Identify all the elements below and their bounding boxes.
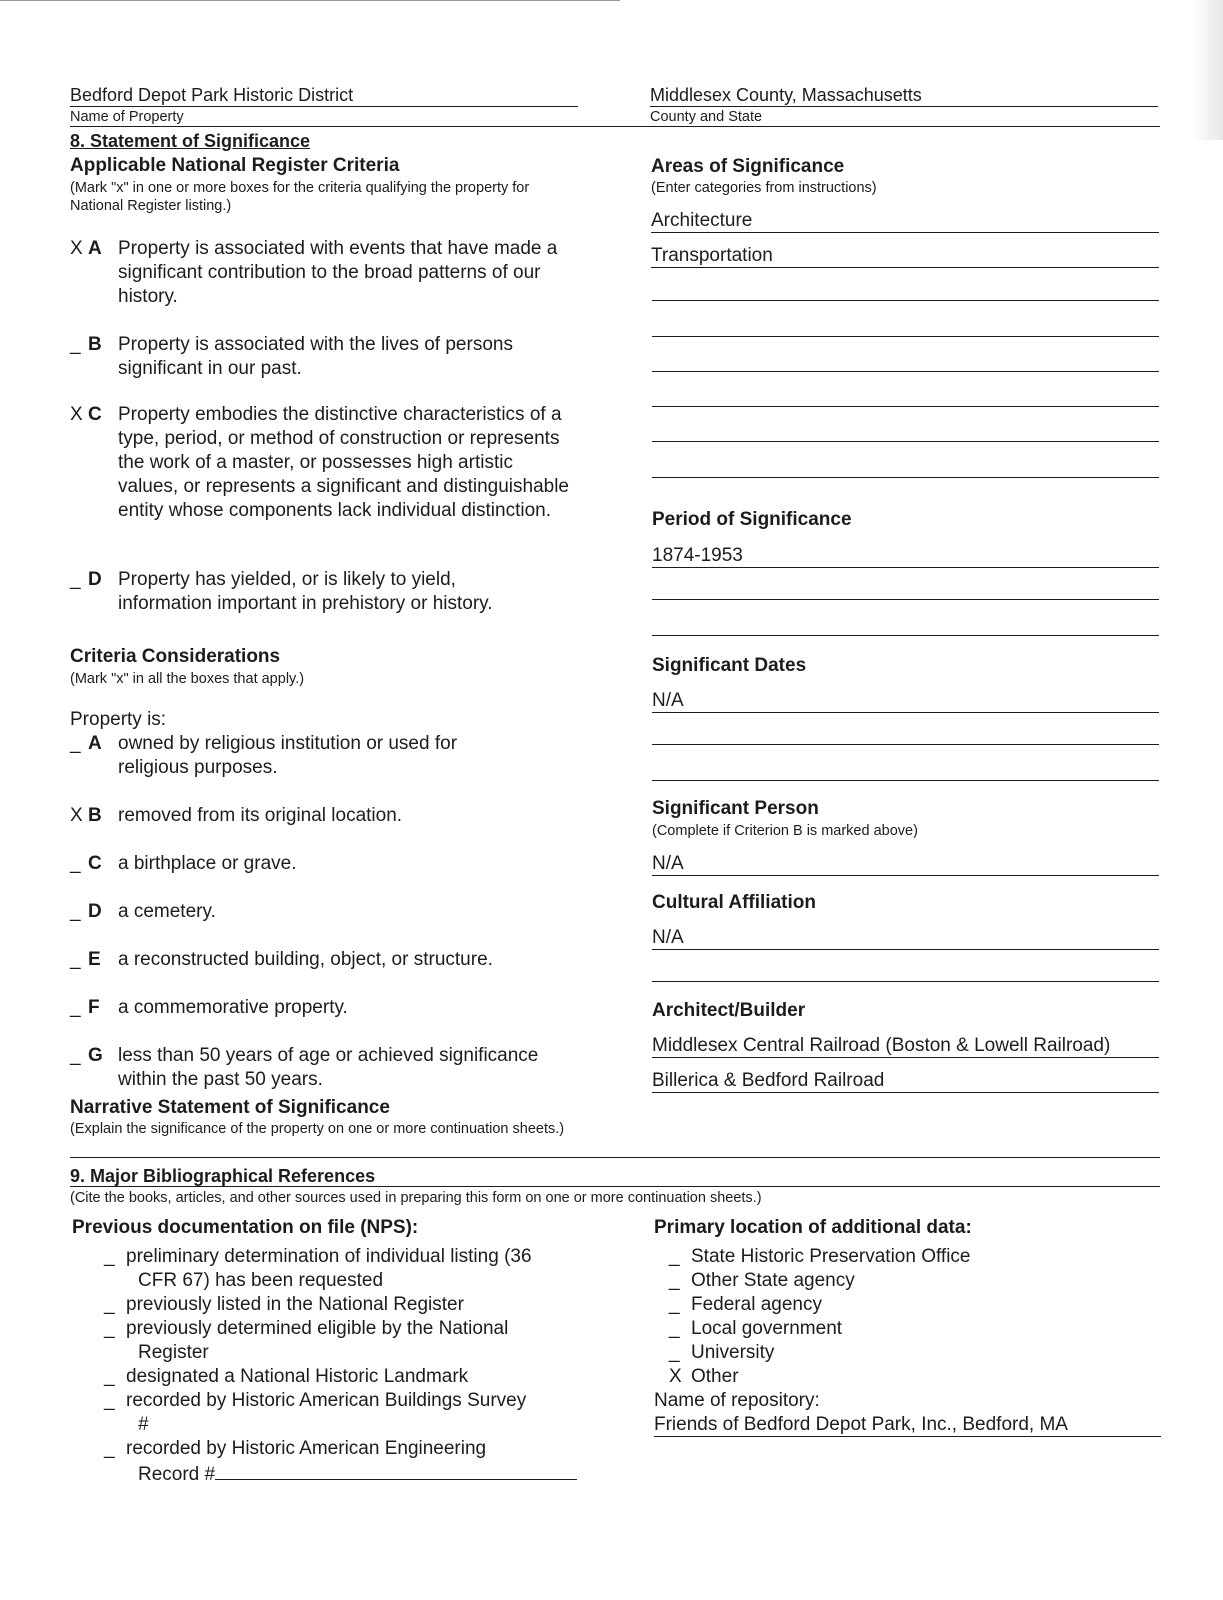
item-text: University bbox=[691, 1342, 775, 1363]
consideration-mark: _ bbox=[70, 901, 81, 922]
item-text: Local government bbox=[691, 1318, 843, 1339]
item-text: previously determined eligible by the National bbox=[126, 1318, 509, 1339]
county-state-value: Middlesex County, Massachusetts bbox=[650, 84, 1158, 107]
consideration-mark: _ bbox=[70, 853, 81, 874]
consideration-text: removed from its original location. bbox=[118, 805, 403, 826]
consideration-text: owned by religious institution or used for religious purposes. bbox=[118, 733, 458, 778]
consideration-letter: F bbox=[88, 997, 100, 1018]
architect-value-2: Billerica & Bedford Railroad bbox=[652, 1070, 1159, 1093]
criterion-a bbox=[70, 237, 590, 309]
item-text-continued: CFR 67) has been requested bbox=[138, 1270, 384, 1291]
consideration-c bbox=[70, 852, 590, 876]
consideration-mark: _ bbox=[70, 1045, 81, 1066]
item-mark: _ bbox=[669, 1246, 680, 1267]
item-text: State Historic Preservation Office bbox=[691, 1246, 971, 1267]
areas-heading: Areas of Significance bbox=[651, 156, 845, 177]
section-divider bbox=[70, 1157, 1160, 1158]
criterion-d bbox=[70, 568, 590, 616]
areas-instructions: (Enter categories from instructions) bbox=[651, 180, 877, 196]
criteria-instructions: (Mark "x" in one or more boxes for the criteria qualifying the property for National Register listing.) bbox=[70, 180, 530, 214]
item-text-continued bbox=[138, 1461, 584, 1487]
scan-top-border bbox=[0, 0, 620, 1]
primary-location-item bbox=[669, 1341, 774, 1365]
primary-location-item bbox=[669, 1317, 842, 1341]
primary-location-item bbox=[669, 1269, 855, 1293]
item-text: Federal agency bbox=[691, 1294, 822, 1315]
item-mark: _ bbox=[669, 1270, 680, 1291]
item-mark: _ bbox=[669, 1342, 680, 1363]
cultural-value: N/A bbox=[652, 927, 1159, 950]
criterion-letter: A bbox=[88, 238, 102, 259]
considerations-instructions: (Mark "x" in all the boxes that apply.) bbox=[70, 671, 305, 687]
area-blank-line bbox=[652, 477, 1159, 478]
criterion-letter: B bbox=[88, 334, 102, 355]
primary-location-item bbox=[669, 1365, 739, 1389]
consideration-text: less than 50 years of age or achieved significance within the past 50 years. bbox=[118, 1045, 539, 1090]
item-text: Other bbox=[691, 1366, 739, 1387]
consideration-letter: C bbox=[88, 853, 102, 874]
dates-heading: Significant Dates bbox=[652, 655, 807, 676]
repository-label: Name of repository: bbox=[654, 1390, 820, 1411]
item-mark: _ bbox=[104, 1246, 115, 1267]
criterion-letter: C bbox=[88, 404, 102, 425]
previous-doc-item bbox=[104, 1317, 584, 1365]
consideration-text: a birthplace or grave. bbox=[118, 853, 297, 874]
item-text: previously listed in the National Register bbox=[126, 1294, 464, 1315]
item-text-continued: # bbox=[138, 1414, 149, 1435]
consideration-e bbox=[70, 948, 590, 972]
consideration-b bbox=[70, 804, 590, 828]
consideration-d bbox=[70, 900, 590, 924]
item-text: preliminary determination of individual listing (36 bbox=[126, 1246, 532, 1267]
criteria-heading: Applicable National Register Criteria bbox=[70, 155, 400, 176]
considerations-heading: Criteria Considerations bbox=[70, 646, 281, 667]
record-number-blank bbox=[215, 1461, 577, 1480]
criterion-c bbox=[70, 403, 590, 523]
criterion-b bbox=[70, 333, 590, 381]
criterion-text: Property embodies the distinctive characteristics of a type, period, or method of construction or represents the work of a master, or possesses high artistic values, or represents a significant and distinguishable entity whose components lack individual distinction. bbox=[118, 404, 569, 521]
section-9-title: 9. Major Bibliographical References bbox=[70, 1165, 1160, 1187]
property-is-label: Property is: bbox=[70, 709, 167, 730]
item-mark: _ bbox=[669, 1294, 680, 1315]
person-heading: Significant Person bbox=[652, 798, 819, 819]
narrative-instructions: (Explain the significance of the property on one or more continuation sheets.) bbox=[70, 1121, 565, 1137]
property-name-value: Bedford Depot Park Historic District bbox=[70, 84, 578, 107]
consideration-mark: _ bbox=[70, 997, 81, 1018]
period-value: 1874-1953 bbox=[652, 545, 1159, 568]
item-mark: _ bbox=[104, 1390, 115, 1411]
criterion-mark: _ bbox=[70, 569, 81, 590]
criterion-text: Property has yielded, or is likely to yield, information important in prehistory or history. bbox=[118, 569, 493, 614]
scan-edge-shadow bbox=[1193, 0, 1223, 140]
area-blank-line bbox=[652, 406, 1159, 407]
previous-doc-item bbox=[104, 1437, 584, 1487]
area-blank-line bbox=[652, 300, 1159, 301]
item-mark: _ bbox=[104, 1438, 115, 1459]
consideration-mark: X bbox=[70, 805, 83, 826]
area-blank-line bbox=[652, 336, 1159, 337]
area-blank-line bbox=[652, 371, 1159, 372]
consideration-letter: E bbox=[88, 949, 101, 970]
consideration-letter: G bbox=[88, 1045, 103, 1066]
item-text-continued: Register bbox=[138, 1342, 209, 1363]
person-instructions: (Complete if Criterion B is marked above) bbox=[652, 823, 918, 839]
previous-doc-item bbox=[104, 1365, 584, 1389]
area-value-architecture: Architecture bbox=[651, 210, 1159, 233]
consideration-text: a commemorative property. bbox=[118, 997, 348, 1018]
previous-doc-item bbox=[104, 1293, 584, 1317]
criterion-mark: _ bbox=[70, 334, 81, 355]
previous-doc-item bbox=[104, 1389, 584, 1437]
county-state-label: County and State bbox=[650, 109, 763, 125]
criterion-letter: D bbox=[88, 569, 102, 590]
architect-heading: Architect/Builder bbox=[652, 1000, 806, 1021]
item-text: designated a National Historic Landmark bbox=[126, 1366, 469, 1387]
area-value-transportation: Transportation bbox=[651, 245, 1159, 268]
consideration-text: a reconstructed building, object, or structure. bbox=[118, 949, 493, 970]
header-label-row bbox=[70, 107, 1160, 127]
person-value: N/A bbox=[652, 853, 1159, 876]
primary-location-heading: Primary location of additional data: bbox=[654, 1217, 972, 1238]
consideration-letter: D bbox=[88, 901, 102, 922]
cultural-heading: Cultural Affiliation bbox=[652, 892, 816, 913]
period-blank-line bbox=[652, 599, 1159, 600]
area-blank-line bbox=[652, 441, 1159, 442]
criterion-mark: X bbox=[70, 238, 83, 259]
section-9-instructions: (Cite the books, articles, and other sources used in preparing this form on one or more continuation sheets.) bbox=[70, 1190, 762, 1206]
item-text: recorded by Historic American Engineering bbox=[126, 1438, 487, 1459]
cultural-blank-line bbox=[652, 981, 1159, 982]
item-mark: _ bbox=[104, 1294, 115, 1315]
dates-blank-line bbox=[652, 780, 1159, 781]
consideration-a bbox=[70, 732, 590, 780]
period-blank-line bbox=[652, 635, 1159, 636]
criterion-mark: X bbox=[70, 404, 83, 425]
criterion-text: Property is associated with the lives of persons significant in our past. bbox=[118, 334, 513, 379]
consideration-mark: _ bbox=[70, 733, 81, 754]
section-8-title: 8. Statement of Significance bbox=[70, 131, 311, 151]
primary-location-item bbox=[669, 1293, 822, 1317]
consideration-text: a cemetery. bbox=[118, 901, 216, 922]
dates-value: N/A bbox=[652, 690, 1159, 713]
item-mark: _ bbox=[104, 1318, 115, 1339]
property-name-label: Name of Property bbox=[70, 109, 184, 125]
repository-value: Friends of Bedford Depot Park, Inc., Bedford, MA bbox=[654, 1414, 1161, 1437]
previous-doc-item bbox=[104, 1245, 584, 1293]
previous-doc-heading: Previous documentation on file (NPS): bbox=[72, 1217, 419, 1238]
consideration-g bbox=[70, 1044, 590, 1092]
criterion-text: Property is associated with events that have made a significant contribution to the broad patterns of our history. bbox=[118, 238, 558, 307]
item-text: recorded by Historic American Buildings Survey bbox=[126, 1390, 527, 1411]
consideration-letter: B bbox=[88, 805, 102, 826]
narrative-heading: Narrative Statement of Significance bbox=[70, 1097, 390, 1118]
consideration-f bbox=[70, 996, 590, 1020]
dates-blank-line bbox=[652, 744, 1159, 745]
consideration-mark: _ bbox=[70, 949, 81, 970]
period-heading: Period of Significance bbox=[652, 509, 852, 530]
item-mark: _ bbox=[669, 1318, 680, 1339]
primary-location-item bbox=[669, 1245, 970, 1269]
architect-value-1: Middlesex Central Railroad (Boston & Lowell Railroad) bbox=[652, 1035, 1159, 1058]
record-label: Record # bbox=[138, 1464, 216, 1485]
item-text: Other State agency bbox=[691, 1270, 855, 1291]
consideration-letter: A bbox=[88, 733, 102, 754]
item-mark: X bbox=[669, 1366, 682, 1387]
item-mark: _ bbox=[104, 1366, 115, 1387]
